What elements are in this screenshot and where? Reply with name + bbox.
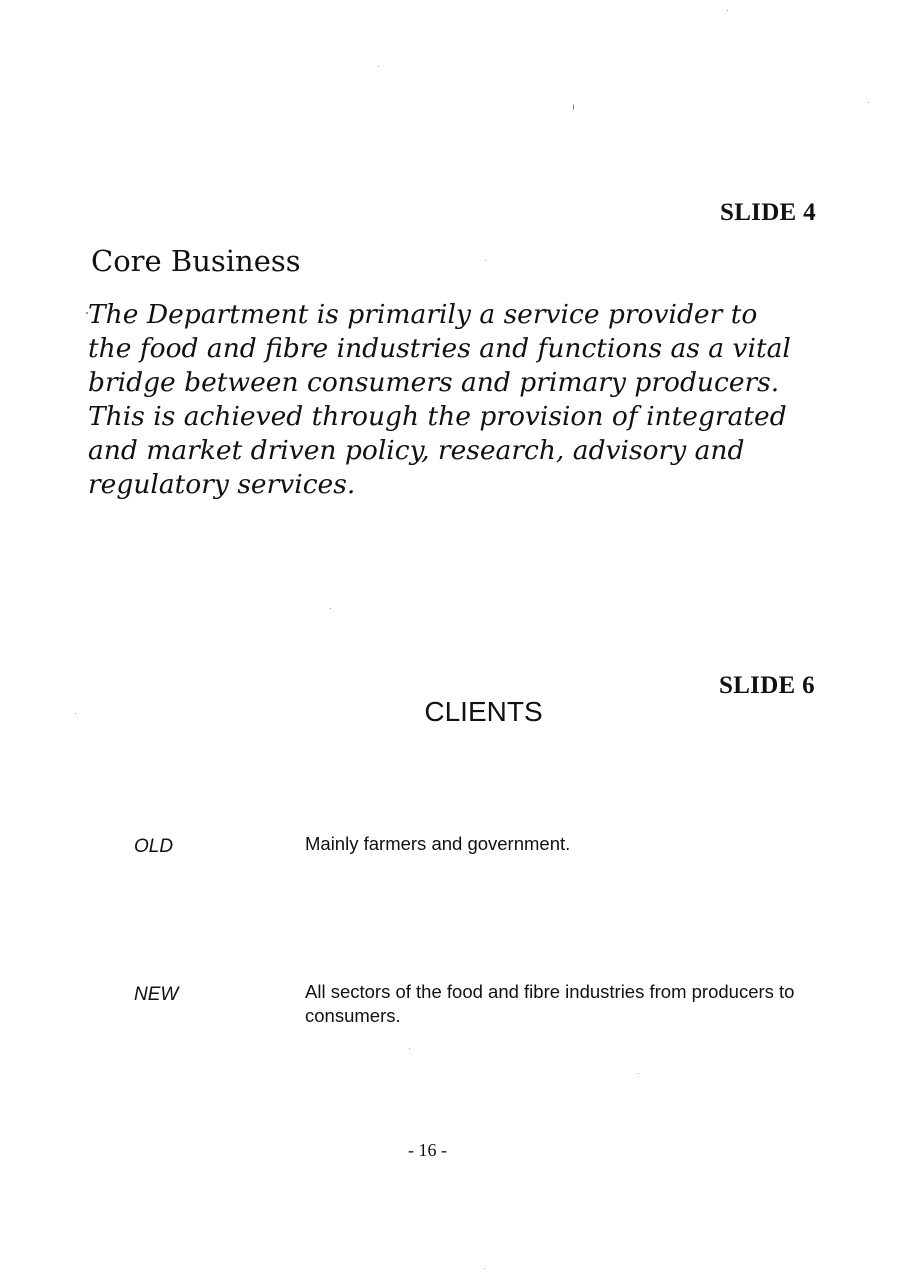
scan-speck	[75, 713, 76, 714]
scan-speck	[727, 10, 728, 11]
scan-speck	[409, 1048, 410, 1049]
client-old-label: OLD	[134, 836, 174, 857]
scan-speck	[868, 102, 869, 103]
core-business-paragraph: The Department is primarily a service provider to the food and fibre industries and functions as a vital bridge between consumers and primary producers. This is achieved through the provision of integrated and market driven policy, research, advisory and regulatory services.	[88, 299, 791, 500]
core-business-heading: Core Business	[91, 244, 301, 278]
page-number: - 16 -	[408, 1140, 447, 1160]
slide-6-label: SLIDE 6	[719, 672, 815, 699]
scan-speck	[484, 1268, 485, 1269]
slide-4-label: SLIDE 4	[720, 199, 816, 226]
client-new-description: All sectors of the food and fibre industries from producers to consumers.	[305, 981, 795, 1026]
scan-speck	[86, 312, 88, 314]
client-new-label: NEW	[134, 984, 179, 1005]
scan-speck	[573, 104, 574, 110]
scan-speck	[330, 608, 331, 609]
scan-speck	[378, 66, 379, 67]
scan-speck	[638, 1073, 639, 1074]
clients-title: CLIENTS	[424, 696, 543, 727]
scan-speck	[485, 260, 486, 261]
client-old-description: Mainly farmers and government.	[305, 833, 571, 854]
